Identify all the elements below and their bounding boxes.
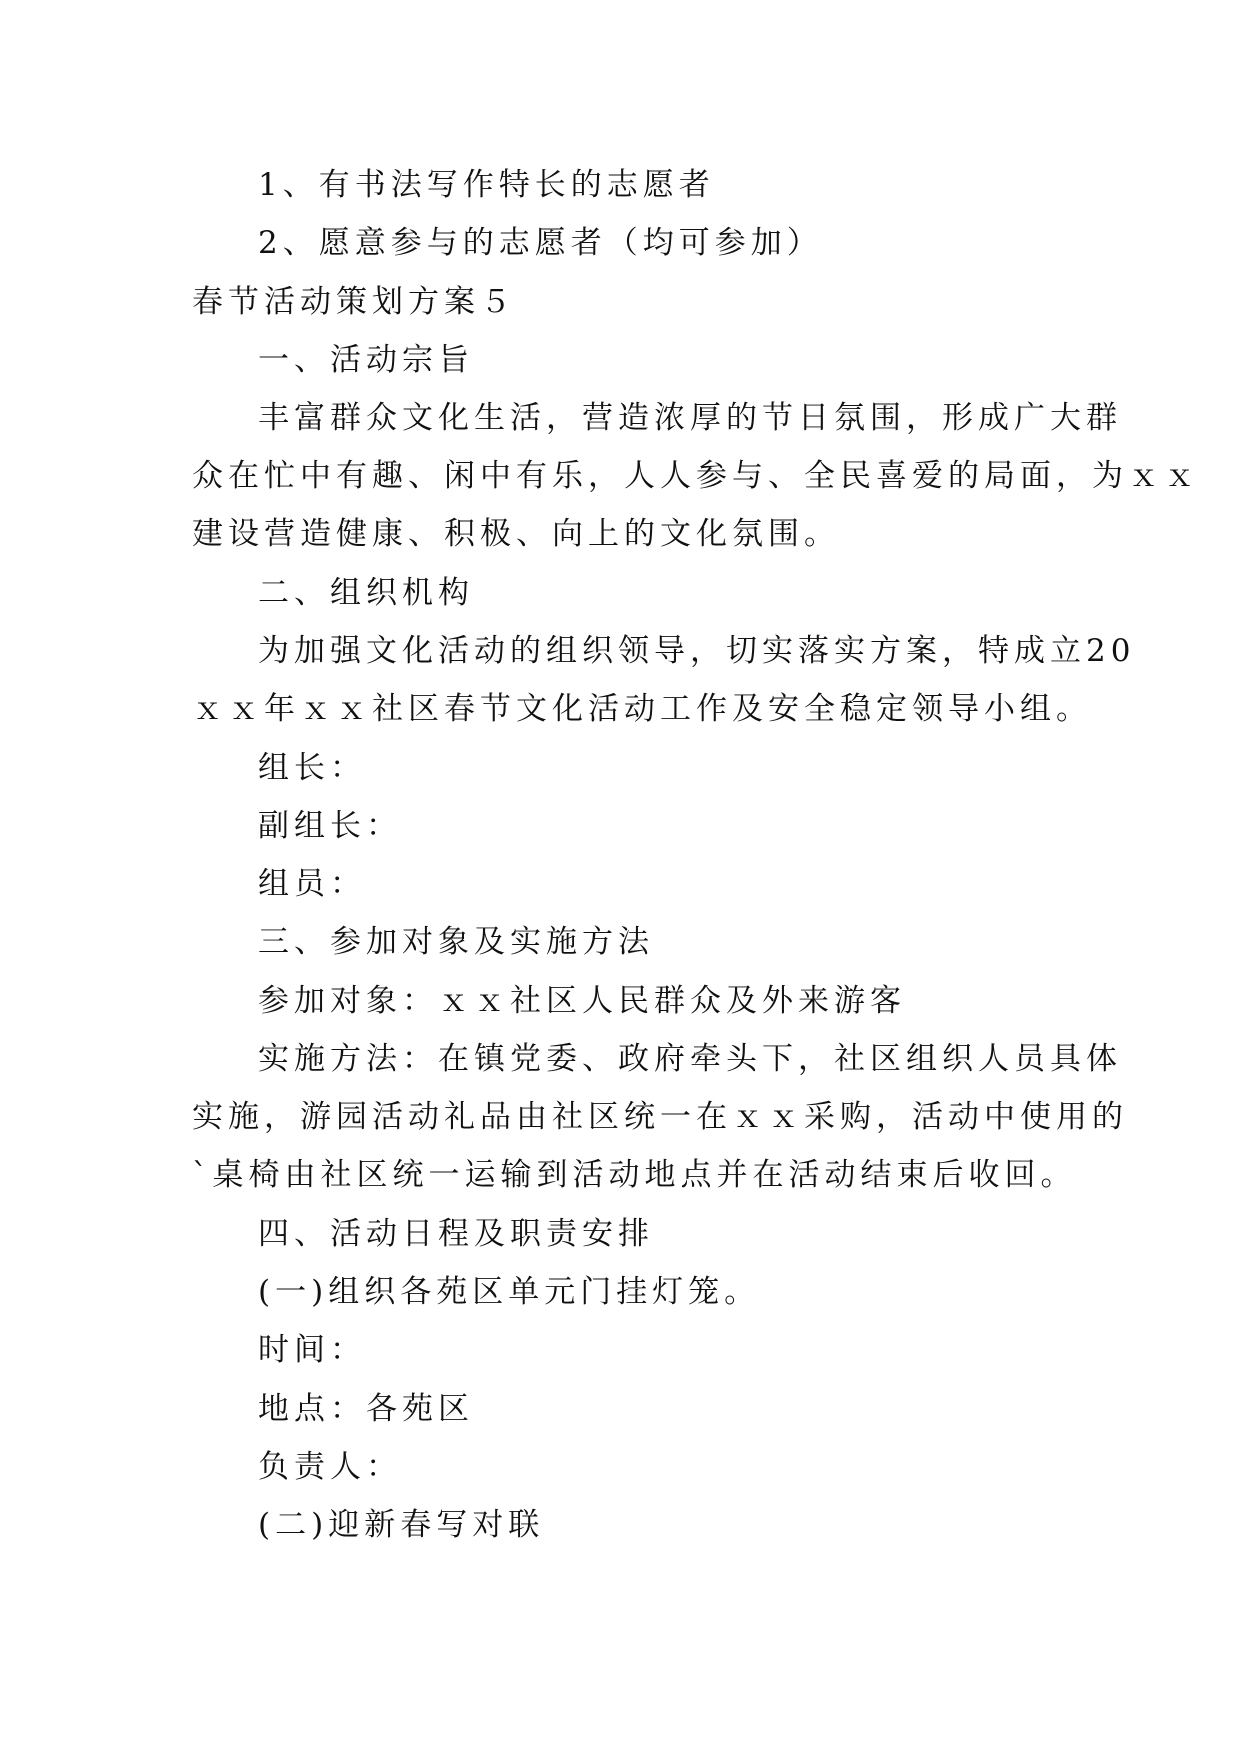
field-leader: 组长： (258, 750, 366, 786)
paragraph-purpose-line-1: 丰富群众文化生活，营造浓厚的节日氛围，形成广大群 (258, 400, 1122, 436)
list-item-calligraphy-volunteers: 1、有书法写作特长的志愿者 (258, 167, 715, 203)
subheading-lanterns: (一)组织各苑区单元门挂灯笼。 (258, 1274, 761, 1310)
heading-schedule: 四、活动日程及职责安排 (258, 1216, 654, 1252)
paragraph-methods-line-2: 实施，游园活动礼品由社区统一在ｘｘ采购，活动中使用的 (192, 1099, 1128, 1135)
field-person-in-charge: 负责人： (258, 1449, 402, 1485)
paragraph-methods-line-1: 实施方法：在镇党委、政府牵头下，社区组织人员具体 (258, 1041, 1122, 1077)
paragraph-purpose-line-3: 建设营造健康、积极、向上的文化氛围。 (192, 516, 840, 552)
heading-organization: 二、组织机构 (258, 575, 474, 611)
paragraph-organization-line-1: 为加强文化活动的组织领导，切实落实方案，特成立20 (258, 633, 1136, 669)
field-deputy-leader: 副组长： (258, 808, 402, 844)
field-location: 地点：各苑区 (258, 1391, 474, 1427)
field-members: 组员： (258, 866, 366, 902)
field-time: 时间： (258, 1332, 366, 1368)
heading-purpose: 一、活动宗旨 (258, 342, 474, 378)
paragraph-participants: 参加对象：ｘｘ社区人民群众及外来游客 (258, 983, 906, 1019)
subheading-couplets: (二)迎新春写对联 (258, 1507, 545, 1543)
paragraph-purpose-line-2: 众在忙中有趣、闲中有乐，人人参与、全民喜爱的局面，为ｘｘ (192, 458, 1200, 494)
paragraph-organization-line-2: ｘｘ年ｘｘ社区春节文化活动工作及安全稳定领导小组。 (192, 691, 1092, 727)
section-title: 春节活动策划方案５ (192, 284, 516, 320)
list-item-willing-volunteers: 2、愿意参与的志愿者（均可参加） (258, 225, 823, 261)
heading-participants-methods: 三、参加对象及实施方法 (258, 924, 654, 960)
paragraph-methods-line-3: `桌椅由社区统一运输到活动地点并在活动结束后收回。 (192, 1157, 1077, 1193)
